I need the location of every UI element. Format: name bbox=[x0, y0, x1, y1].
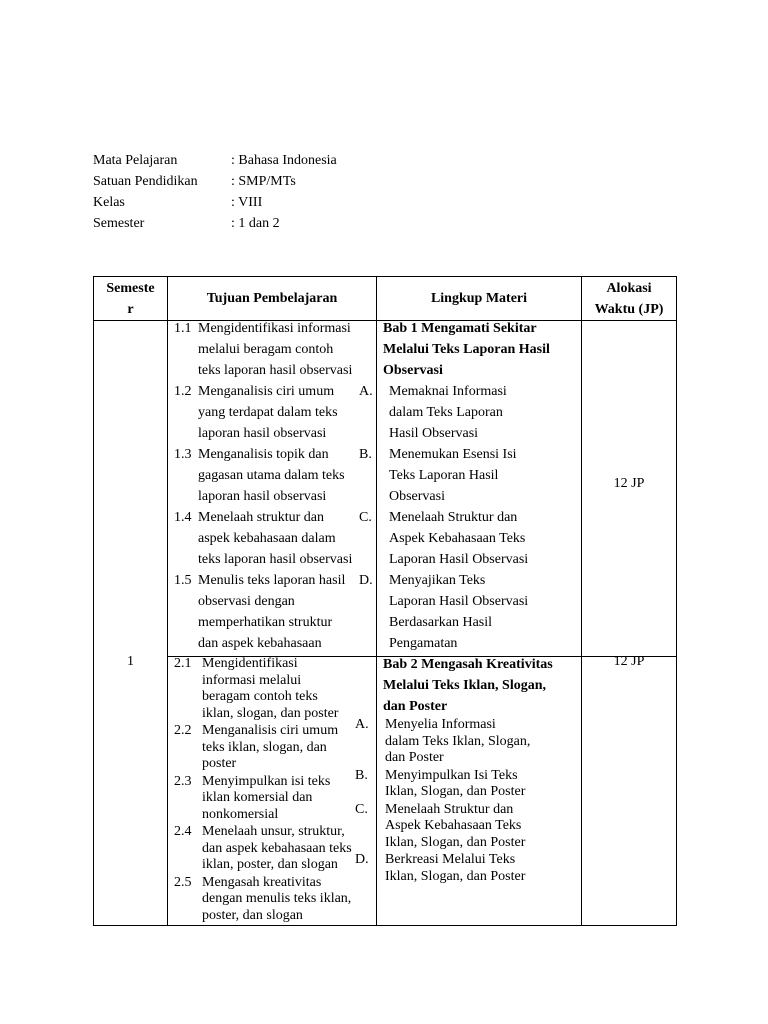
item-number: 2.5 bbox=[174, 874, 192, 890]
item-number: 2.4 bbox=[174, 824, 192, 839]
tujuan-item bbox=[174, 507, 374, 570]
header-text: Waktu (JP) bbox=[594, 301, 664, 317]
materi-item bbox=[359, 381, 579, 444]
tujuan-item bbox=[174, 656, 374, 722]
item-line: Menelaah unsur, struktur, bbox=[202, 824, 345, 839]
item-line: poster, dan slogan bbox=[202, 907, 303, 923]
info-label: Mata Pelajaran bbox=[93, 153, 178, 168]
chapter-title bbox=[383, 318, 579, 381]
item-line: dalam Teks Laporan bbox=[389, 405, 503, 420]
item-line: informasi melalui bbox=[202, 672, 302, 688]
column-divider bbox=[167, 277, 168, 925]
chapter-title-line: Melalui Teks Iklan, Slogan, bbox=[383, 678, 547, 693]
info-value: : Bahasa Indonesia bbox=[231, 153, 337, 168]
info-label: Semester bbox=[93, 216, 145, 231]
item-letter: A. bbox=[359, 384, 373, 399]
item-line: Menyajikan Teks bbox=[389, 573, 486, 588]
item-letter: D. bbox=[359, 573, 373, 588]
item-line: Pengamatan bbox=[389, 636, 458, 651]
header-semester bbox=[94, 277, 167, 320]
jp-value-row2: 12 JP bbox=[613, 654, 645, 669]
info-row-class bbox=[93, 192, 453, 213]
tujuan-item bbox=[174, 774, 374, 824]
item-line: dengan menulis teks iklan, bbox=[202, 891, 352, 906]
tujuan-item bbox=[174, 444, 374, 507]
jp-value-row1: 12 JP bbox=[613, 476, 645, 491]
item-line: Menyimpulkan isi teks bbox=[202, 773, 331, 789]
item-line: iklan, poster, dan slogan bbox=[202, 857, 338, 872]
item-letter: B. bbox=[355, 767, 368, 783]
item-line: poster bbox=[202, 756, 237, 771]
item-line: Berkreasi Melalui Teks bbox=[385, 852, 516, 867]
item-line: Iklan, Slogan, dan Poster bbox=[385, 834, 526, 850]
course-info bbox=[93, 150, 453, 234]
info-label: Satuan Pendidikan bbox=[93, 174, 198, 189]
item-line: teks iklan, slogan, dan bbox=[202, 739, 327, 755]
header-text: r bbox=[127, 301, 134, 317]
materi-cell-row2 bbox=[355, 654, 579, 886]
item-line: Hasil Observasi bbox=[389, 426, 479, 441]
item-line: aspek kebahasaan dalam bbox=[198, 531, 336, 546]
item-line: teks laporan hasil observasi bbox=[198, 552, 353, 567]
item-line: dalam Teks Iklan, Slogan, bbox=[385, 733, 531, 749]
item-line: Laporan Hasil Observasi bbox=[389, 552, 529, 567]
chapter-title-line: dan Poster bbox=[383, 699, 448, 714]
item-letter: D. bbox=[355, 852, 369, 867]
item-line: Mengidentifikasi informasi bbox=[198, 321, 351, 336]
item-number: 1.5 bbox=[174, 573, 192, 588]
materi-item bbox=[359, 444, 579, 507]
item-letter: A. bbox=[355, 717, 369, 732]
materi-item bbox=[355, 717, 579, 767]
item-line: Berdasarkan Hasil bbox=[389, 615, 493, 630]
item-line: Mengidentifikasi bbox=[202, 656, 298, 671]
item-line: laporan hasil observasi bbox=[198, 426, 327, 441]
info-value: : 1 dan 2 bbox=[231, 216, 280, 231]
item-line: Memaknai Informasi bbox=[389, 384, 507, 399]
item-line: Mengasah kreativitas bbox=[202, 874, 322, 890]
item-line: Menemukan Esensi Isi bbox=[389, 447, 517, 462]
item-line: iklan komersial dan bbox=[202, 790, 313, 805]
item-line: beragam contoh teks bbox=[202, 689, 318, 704]
item-line: dan Poster bbox=[385, 750, 444, 765]
item-letter: C. bbox=[359, 510, 372, 525]
column-divider bbox=[581, 277, 582, 925]
header-text: Lingkup Materi bbox=[430, 291, 528, 306]
item-line: Iklan, Slogan, dan Poster bbox=[385, 784, 526, 799]
item-number: 1.3 bbox=[174, 447, 192, 462]
item-line: Aspek Kebahasaan Teks bbox=[389, 531, 526, 546]
item-number: 1.4 bbox=[174, 510, 192, 525]
item-line: Menyelia Informasi bbox=[385, 717, 496, 732]
item-line: observasi dengan bbox=[198, 594, 295, 609]
chapter-title-line: Observasi bbox=[383, 363, 443, 378]
tujuan-item bbox=[174, 318, 374, 381]
item-line: Teks Laporan Hasil bbox=[389, 468, 499, 483]
item-line: Aspek Kebahasaan Teks bbox=[385, 818, 522, 833]
item-letter: B. bbox=[359, 447, 372, 462]
item-line: Menulis teks laporan hasil bbox=[198, 573, 346, 588]
chapter-title-line: Bab 2 Mengasah Kreativitas bbox=[383, 657, 553, 672]
info-label: Kelas bbox=[93, 195, 125, 210]
tujuan-item bbox=[174, 570, 374, 654]
item-line: teks laporan hasil observasi bbox=[198, 363, 353, 378]
tujuan-item bbox=[174, 875, 374, 925]
info-row-school bbox=[93, 171, 453, 192]
tujuan-item bbox=[174, 824, 374, 874]
item-number: 2.3 bbox=[174, 773, 192, 789]
item-line: memperhatikan struktur bbox=[198, 615, 333, 630]
info-value: : SMP/MTs bbox=[231, 174, 296, 189]
chapter-title-line: Bab 1 Mengamati Sekitar bbox=[383, 321, 537, 336]
header-text: Alokasi bbox=[606, 280, 652, 296]
item-line: melalui beragam contoh bbox=[198, 342, 334, 357]
info-row-subject bbox=[93, 150, 453, 171]
tujuan-cell-row2 bbox=[174, 656, 374, 925]
chapter-title-line: Melalui Teks Laporan Hasil bbox=[383, 342, 550, 357]
header-alokasi bbox=[582, 277, 676, 320]
item-letter: C. bbox=[355, 801, 368, 817]
materi-item bbox=[355, 802, 579, 852]
item-line: Observasi bbox=[389, 489, 445, 504]
materi-cell-row1 bbox=[359, 318, 579, 654]
item-line: Menelaah Struktur dan bbox=[389, 510, 518, 525]
header-tujuan bbox=[168, 277, 376, 320]
item-line: Iklan, Slogan, dan Poster bbox=[385, 868, 526, 884]
item-line: nonkomersial bbox=[202, 806, 279, 822]
item-line: Menganalisis ciri umum bbox=[198, 384, 335, 399]
item-line: Laporan Hasil Observasi bbox=[389, 594, 529, 609]
item-number: 1.1 bbox=[174, 321, 192, 336]
item-number: 2.2 bbox=[174, 723, 192, 738]
curriculum-table bbox=[93, 276, 677, 926]
item-line: Menelaah struktur dan bbox=[198, 510, 324, 525]
header-text: Tujuan Pembelajaran bbox=[206, 291, 338, 306]
item-line: yang terdapat dalam teks bbox=[198, 405, 338, 420]
item-line: Menganalisis topik dan bbox=[198, 447, 329, 462]
item-line: dan aspek kebahasaan teks bbox=[202, 840, 352, 856]
info-value: : VIII bbox=[231, 195, 263, 210]
item-line: Menganalisis ciri umum bbox=[202, 723, 339, 738]
semester-value: 1 bbox=[127, 654, 134, 669]
info-row-semester bbox=[93, 213, 453, 234]
item-line: iklan, slogan, dan poster bbox=[202, 705, 339, 721]
item-line: Menyimpulkan Isi Teks bbox=[385, 767, 518, 783]
item-line: gagasan utama dalam teks bbox=[198, 468, 345, 483]
tujuan-item bbox=[174, 723, 374, 773]
item-number: 1.2 bbox=[174, 384, 192, 399]
item-line: dan aspek kebahasaan bbox=[198, 636, 322, 651]
materi-item bbox=[355, 768, 579, 801]
header-lingkup bbox=[377, 277, 581, 320]
header-text: Semeste bbox=[106, 280, 155, 296]
materi-item bbox=[359, 507, 579, 570]
materi-item bbox=[359, 570, 579, 654]
item-line: Menelaah Struktur dan bbox=[385, 801, 514, 817]
chapter-title bbox=[383, 654, 579, 717]
materi-item bbox=[355, 852, 579, 885]
item-line: laporan hasil observasi bbox=[198, 489, 327, 504]
tujuan-cell-row1 bbox=[174, 318, 374, 654]
item-number: 2.1 bbox=[174, 656, 192, 671]
tujuan-item bbox=[174, 381, 374, 444]
